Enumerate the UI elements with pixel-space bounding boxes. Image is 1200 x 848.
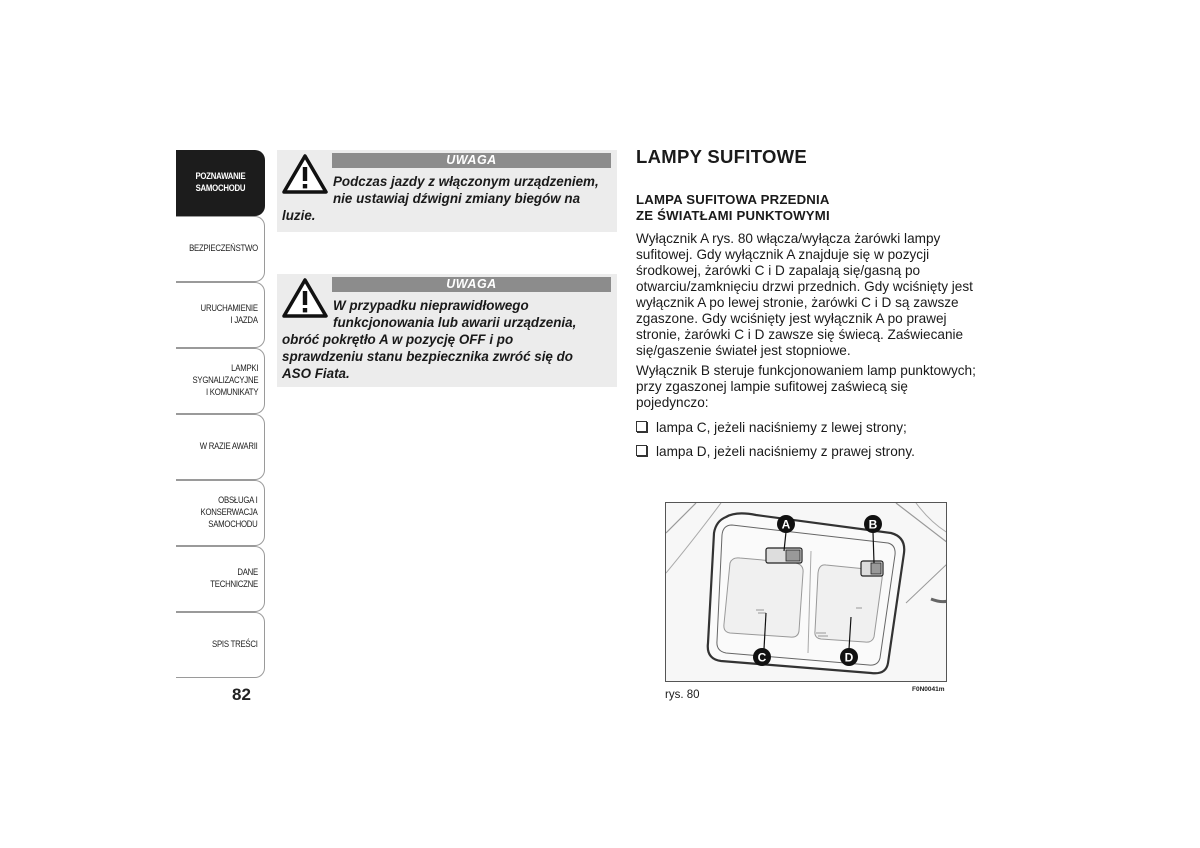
subtitle-line: ZE ŚWIATŁAMI PUNKTOWYMI [636,208,830,223]
tab-poznawanie-samochodu[interactable] [176,150,265,216]
tab-bezpieczenstwo[interactable] [176,216,265,282]
warning-text-line: ASO Fiata. [282,366,350,381]
warning-triangle-icon [282,278,328,318]
tab-w-razie-awarii[interactable] [176,414,265,480]
tab-label: URUCHAMIENIE I JAZDA [200,303,258,326]
list-item [636,444,915,460]
figure-caption: rys. 80 [665,689,700,701]
warning-title: UWAGA [332,153,611,168]
warning-text-line: W przypadku nieprawidłowego [333,298,529,313]
tab-dane-techniczne[interactable] [176,546,265,612]
tab-label: DANE TECHNICZNE [210,567,258,590]
tab-spis-tresci[interactable] [176,612,265,678]
warning-text-line: luzie. [282,208,316,223]
subtitle-line: LAMPA SUFITOWA PRZEDNIA [636,192,830,207]
paragraph-2: Wyłącznik B steruje funkcjonowaniem lamp punktowych; przy zgaszonej lampie sufitowej zaświecą się pojedynczo: [636,363,976,410]
tab-label: SPIS TREŚCI [212,639,258,650]
section-title: LAMPY SUFITOWE [636,146,808,167]
tab-obsluga-i-konserwacja[interactable] [176,480,265,546]
tab-label: OBSŁUGA I KONSERWACJA SAMOCHODU [200,495,258,530]
tab-label: BEZPIECZEŃSTWO [189,243,258,254]
tab-label: POZNAWANIE SAMOCHODU [195,171,245,194]
warning-text-line: Podczas jazdy z włączonym urządzeniem, [333,174,599,189]
tab-lampki-sygnalizacyjne[interactable] [176,348,265,414]
callout-d [840,648,858,666]
warning-text-line: sprawdzeniu stanu bezpiecznika zwróć się do [282,349,573,364]
list-item-text: lampa D, jeżeli naciśniemy z prawej strony. [656,444,915,459]
svg-text:C: C [757,650,767,665]
paragraph-1: Wyłącznik A rys. 80 włącza/wyłącza żarówki lampy sufitowej. Gdy wyłącznik A znajduje się w pozycji środkowej, żarówki C i D zapalają się/gasną po otwarciu/zamknięciu drzwi przednich. Gdy wciśnięty jest wyłącznik A po lewej stronie, żarówki C i D są zawsze zgaszone. Gdy wciśnięty jest wyłącznik A po prawej stronie, żarówki C i D zawsze się świecą. Zaświecanie się/gaszenie świateł jest stopniowe. [636,231,973,358]
warning-text-line: funkcjonowania lub awarii urządzenia, [333,315,577,330]
page-number: 82 [232,685,251,704]
list-item [636,420,907,436]
list-item-text: lampa C, jeżeli naciśniemy z lewej strony; [656,420,907,435]
figure-code: F0N0041m [912,686,945,693]
ceiling-lamp-illustration [666,503,947,682]
warning-triangle-icon [282,154,328,194]
svg-text:D: D [844,650,854,665]
warning-text-line: nie ustawiaj dźwigni zmiany biegów na [333,191,581,206]
callout-b [864,515,882,533]
callout-c [753,648,771,666]
svg-text:A: A [781,517,791,532]
warning-text-line: obróć pokrętło A w pozycję OFF i po [282,332,514,347]
section-subtitle [636,192,830,224]
tab-uruchamienie-i-jazda[interactable] [176,282,265,348]
callout-a [777,515,795,533]
ceiling-lamp-figure [665,502,947,682]
tab-label: LAMPKI SYGNALIZACYJNE I KOMUNIKATY [192,363,258,398]
tab-label: W RAZIE AWARII [200,441,258,452]
warning-title: UWAGA [332,277,611,292]
warning-box-2 [277,274,617,387]
svg-text:B: B [868,517,878,532]
checkbox-bullet-icon [636,445,647,456]
checkbox-bullet-icon [636,421,647,432]
warning-box-1 [277,150,617,232]
